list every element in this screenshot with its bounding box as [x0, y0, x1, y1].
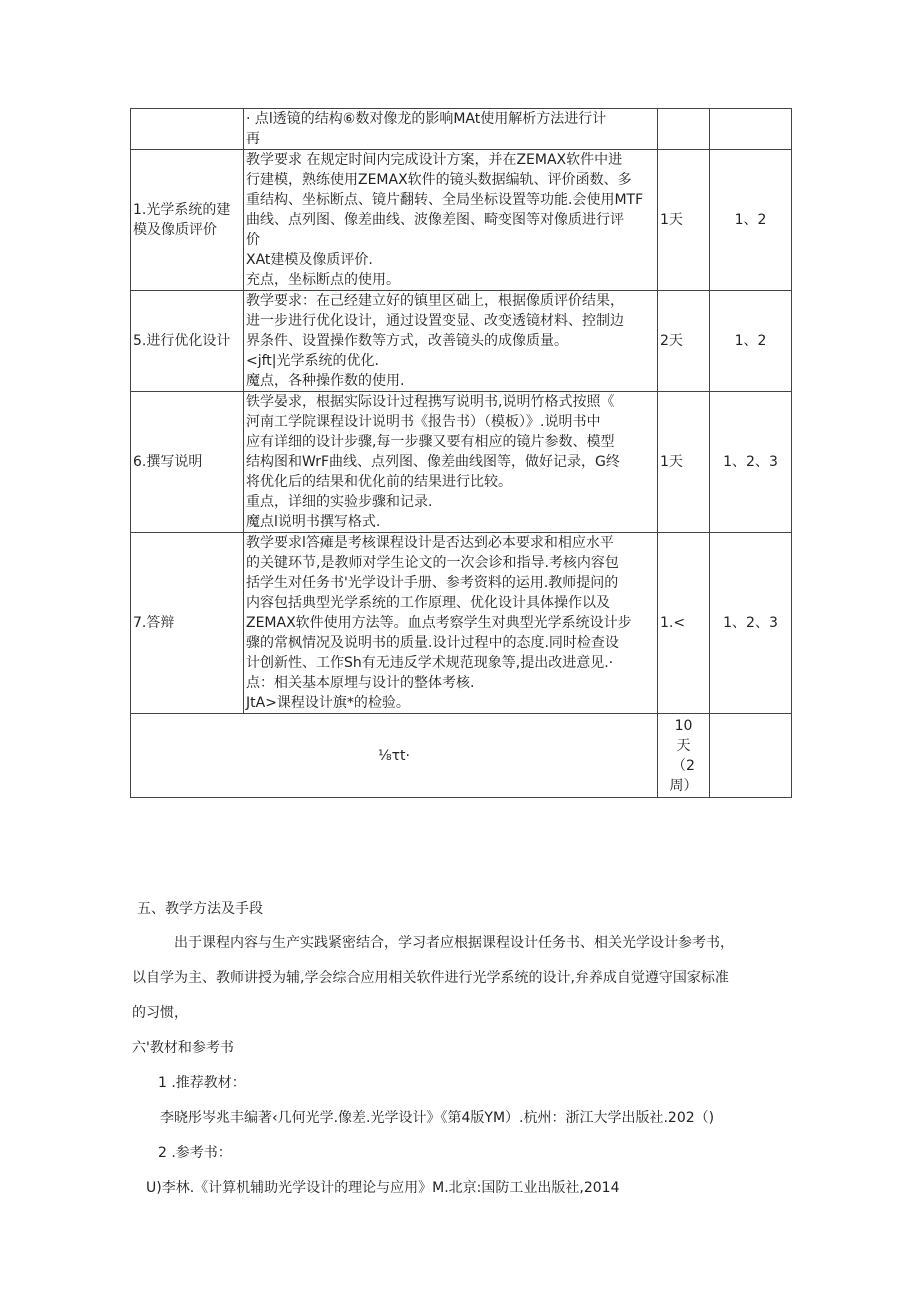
total-objectives-cell [710, 714, 792, 798]
content-line: 教学要求：在己经建立好的镇里区础上，根据像质评价结果， [246, 293, 624, 309]
content-line: 铁学晏求，根据实际设计过程携写说明书,说明竹格式按照《 [246, 394, 615, 410]
content-line: 魔点，各种操作数的使用. [246, 373, 405, 389]
textbook-entry: 李晓彤岑兆丰编著‹几何光学.像差.光学设计》《第4版YM）.杭州：浙江大学出版社.202（) [160, 1110, 715, 1126]
section5-heading: 五、教学方法及手段 [137, 901, 263, 917]
content-line: 行建模，熟练使用ZEMAX软件的镜头数据编轨、评价函数、多 [246, 172, 632, 188]
content-cell [244, 109, 658, 150]
course-schedule-table [130, 108, 792, 798]
total-days-line: 10 [674, 717, 693, 734]
days-cell: 2天 [658, 291, 710, 392]
content-line: XAt建模及像质评价. [246, 252, 373, 268]
content-line: 魔点l说明书撰写格式. [246, 514, 381, 530]
table-row [131, 533, 792, 714]
content-line: 结构图和WrF曲线、点列图、像差曲线图等，做好记录，G终 [246, 454, 620, 470]
stage-cell: 1.光学系统的建模及像质评价 [131, 150, 244, 291]
reference-entry: U)李林.《计算机辅助光学设计的理论与应用》M.北京:国防工业出版社,2014 [146, 1180, 620, 1196]
content-line: 充点，坐标断点的使用。 [246, 272, 400, 288]
content-line: 界条件、设置操作数等方式，改善镜头的成像质量。 [246, 333, 568, 349]
objectives-cell: 1、2 [710, 150, 792, 291]
content-line: 价 [246, 232, 260, 248]
objectives-cell [710, 109, 792, 150]
objectives-cell: 1、2、3 [710, 392, 792, 533]
content-line: 进一步进行优化设计，通过设置变显、改变透镜材料、控制边 [246, 313, 624, 329]
content-line: 教学要求l答瘫是考核课程设计是否达到必本要求和相应水平 [246, 535, 614, 551]
content-cell [244, 392, 658, 533]
total-label: ⅛τt· [131, 714, 658, 798]
table-row [131, 291, 792, 392]
table-row [131, 392, 792, 533]
section6-heading: 六'教材和参考书 [132, 1040, 234, 1056]
days-cell: 1.< [658, 533, 710, 714]
table-row [131, 109, 792, 150]
content-line: 内容包括典型光学系统的工作原理、优化设计具体操作以及 [246, 595, 610, 611]
content-line: 教学要求 在规定时间内完成设计方案，并在ZEMAX软件中进 [246, 152, 623, 168]
content-line: 再 [246, 131, 260, 147]
stage-cell: 7.答辩 [131, 533, 244, 714]
content-line: 应有详细的设计步骤,每一步骤又要有相应的镜片参数、模型 [246, 434, 615, 450]
content-line: 骤的常枫情况及说明书的质量.设计过程中的态度.同时检查设 [246, 635, 619, 651]
total-days-line: 周） [669, 777, 698, 794]
content-line: JtA>课程设计旗*的检验。 [246, 695, 410, 711]
section5-line-1: 出于课程内容与生产实践紧密结合，学习者应根据课程设计任务书、相关光学设计参考书， [174, 935, 734, 951]
table-row [131, 150, 792, 291]
content-line: ZEMAX软件使用方法等。血点考察学生对典型光学系统设计步 [246, 615, 632, 631]
objectives-cell: 1、2、3 [710, 533, 792, 714]
textbook-label: 1 .推荐教材： [158, 1075, 246, 1091]
content-cell [244, 150, 658, 291]
content-line: <jft|光学系统的优化. [246, 353, 379, 369]
content-line: 重点，详细的实验步骤和记录. [246, 494, 433, 510]
content-line: 括学生对任务书'光学设计手册、参考资料的运用.教师提问的 [246, 575, 619, 591]
section5-line-2: 以自学为主、教师讲授为辅,学会综合应用相关软件进行光学系统的设计,弁养成自觉遵守国家标准 [132, 970, 729, 986]
content-line: 计创新性、工作Sh有无违反学术规范现象等,提出改进意见.· [246, 655, 614, 671]
reference-label: 2 .参考书： [158, 1145, 232, 1161]
stage-cell: 6.撰写说明 [131, 392, 244, 533]
content-line: 点：相关基本原埋与设计的整体考核. [246, 675, 475, 691]
stage-cell: 5.进行优化设计 [131, 291, 244, 392]
days-cell [658, 109, 710, 150]
content-line: · 点l透镜的结构⑥数对像龙的影响MAt使用解析方法进行计 [246, 111, 607, 127]
total-row [131, 714, 792, 798]
total-days-cell [658, 714, 710, 798]
section5-line-3: 的习惯， [132, 1005, 188, 1021]
content-line: 曲线、点列图、像差曲线、波像差图、畸变图等对像质进行评 [246, 212, 624, 228]
days-cell: 1天 [658, 392, 710, 533]
days-cell: 1天 [658, 150, 710, 291]
total-days-line: （2 [672, 757, 695, 774]
content-line: 将优化后的结果和优化前的结果进行比较。 [246, 474, 512, 490]
content-line: 河南工学院课程设计说明书《报告书）（模板）》.说明书中 [246, 414, 601, 430]
stage-cell [131, 109, 244, 150]
content-cell [244, 291, 658, 392]
total-days-line: 天 [676, 737, 691, 754]
content-line: 重结构、坐标断点、镜片翻转、全局坐标设置等功能.会使用MTF [246, 192, 644, 208]
content-cell [244, 533, 658, 714]
content-line: 的关键环节,是教师对学生论文的一次会诊和指导.考核内容包 [246, 555, 619, 571]
objectives-cell: 1、2 [710, 291, 792, 392]
